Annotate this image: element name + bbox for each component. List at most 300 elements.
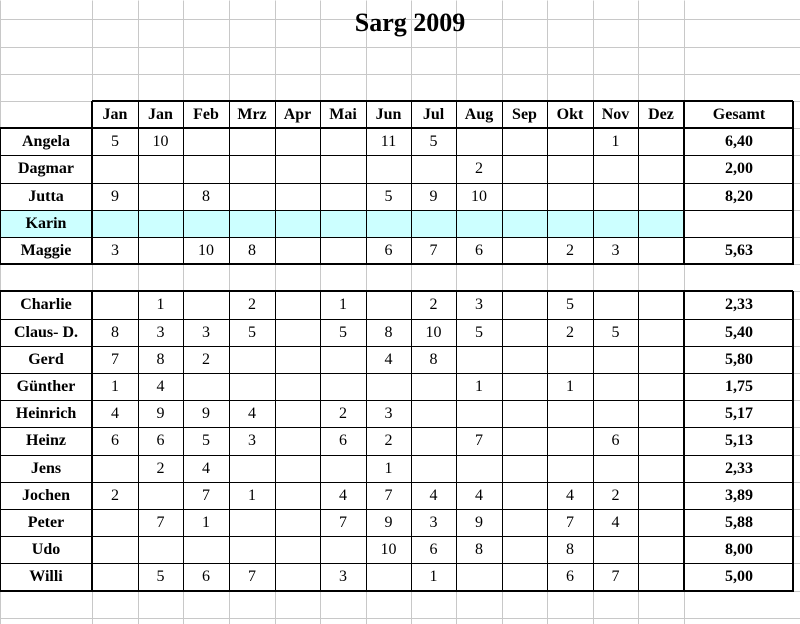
table-border	[792, 101, 794, 265]
table-border	[229, 291, 230, 591]
score-cell[interactable]	[183, 210, 229, 237]
table-border	[593, 101, 594, 264]
score-cell[interactable]: 4	[248, 404, 256, 422]
score-cell[interactable]	[502, 400, 547, 427]
row-name[interactable]: Jochen	[22, 486, 70, 504]
table-border	[183, 101, 184, 264]
table-border	[0, 482, 793, 483]
score-cell[interactable]	[92, 509, 138, 536]
score-cell[interactable]	[138, 536, 183, 563]
score-cell[interactable]	[183, 536, 229, 563]
score-cell[interactable]: 3	[248, 432, 256, 449]
score-cell[interactable]: 7	[429, 241, 438, 259]
table-border	[0, 290, 793, 292]
table-border	[0, 400, 793, 401]
score-cell[interactable]: 1	[429, 568, 438, 585]
table-border	[320, 101, 321, 264]
score-cell[interactable]	[593, 373, 638, 400]
total-cell[interactable]: 5,40	[725, 323, 753, 341]
row-name[interactable]: Claus- D.	[13, 323, 78, 341]
score-cell[interactable]: 3	[384, 404, 393, 422]
score-cell[interactable]: 9	[384, 513, 393, 531]
score-cell[interactable]	[638, 373, 684, 400]
score-cell[interactable]	[411, 400, 456, 427]
score-cell[interactable]	[366, 563, 411, 591]
score-cell[interactable]	[547, 210, 593, 237]
sheet-title: Sarg 2009	[354, 8, 466, 37]
table-border	[0, 509, 793, 510]
score-cell[interactable]	[456, 563, 502, 591]
table-border	[683, 101, 685, 264]
total-cell[interactable]: 5,00	[725, 568, 753, 585]
column-header[interactable]: Jul	[422, 105, 445, 123]
table-border	[547, 291, 548, 591]
score-cell[interactable]	[456, 455, 502, 482]
score-cell[interactable]: 2	[611, 486, 620, 504]
score-cell[interactable]	[183, 128, 229, 155]
score-cell[interactable]	[502, 319, 547, 346]
row-name[interactable]: Karin	[25, 214, 67, 232]
score-cell[interactable]	[275, 427, 320, 455]
score-cell[interactable]	[638, 210, 684, 237]
row-name[interactable]: Charlie	[20, 296, 72, 313]
column-header[interactable]: Apr	[283, 105, 312, 123]
score-cell[interactable]	[275, 155, 320, 183]
score-cell[interactable]: 1	[475, 377, 483, 395]
score-cell[interactable]	[366, 210, 411, 237]
table-border	[0, 183, 793, 184]
score-cell[interactable]: 9	[475, 513, 483, 531]
total-cell[interactable]: 5,17	[725, 404, 753, 422]
total-cell[interactable]: 6,40	[725, 132, 753, 150]
score-cell[interactable]: 10	[425, 323, 442, 341]
score-cell[interactable]: 1	[611, 132, 620, 150]
score-cell[interactable]	[456, 400, 502, 427]
score-cell[interactable]: 6	[384, 241, 393, 259]
score-cell[interactable]	[593, 183, 638, 210]
column-header[interactable]: Dez	[648, 105, 674, 123]
table-border	[0, 210, 793, 211]
column-header[interactable]: Aug	[464, 105, 494, 123]
score-cell[interactable]: 2	[384, 432, 393, 449]
row-name[interactable]: Maggie	[20, 241, 72, 259]
score-cell[interactable]	[638, 237, 684, 264]
total-cell[interactable]: 3,89	[725, 486, 753, 504]
column-header[interactable]: Jan	[102, 105, 128, 123]
score-cell[interactable]: 1	[566, 377, 574, 395]
total-cell[interactable]: 5,80	[725, 350, 753, 368]
score-cell[interactable]	[229, 455, 275, 482]
score-cell[interactable]: 2	[566, 241, 574, 259]
score-cell[interactable]: 5	[429, 132, 438, 150]
column-header[interactable]: Nov	[601, 105, 630, 123]
column-header[interactable]: Okt	[556, 105, 584, 123]
table-border	[320, 291, 321, 591]
score-cell[interactable]	[275, 400, 320, 427]
score-cell[interactable]	[502, 155, 547, 183]
table-border	[547, 101, 548, 264]
score-cell[interactable]	[92, 291, 138, 319]
total-cell[interactable]: 5,88	[725, 513, 753, 531]
score-cell[interactable]	[638, 400, 684, 427]
score-cell[interactable]: 5	[111, 132, 119, 150]
row-name[interactable]: Udo	[31, 540, 61, 558]
score-cell[interactable]	[502, 210, 547, 237]
score-cell[interactable]: 5	[248, 323, 256, 341]
column-header[interactable]: Jan	[148, 105, 173, 123]
score-cell[interactable]	[138, 183, 183, 210]
score-cell[interactable]: 9	[429, 187, 438, 205]
score-cell[interactable]: 1	[384, 459, 393, 477]
row-name[interactable]: Peter	[27, 513, 65, 531]
score-cell[interactable]	[366, 373, 411, 400]
table-border	[275, 101, 276, 264]
score-cell[interactable]	[593, 536, 638, 563]
total-column-header[interactable]: Gesamt	[712, 105, 766, 123]
score-cell[interactable]	[502, 291, 547, 319]
score-cell[interactable]: 2	[248, 296, 256, 313]
score-cell[interactable]: 8	[566, 540, 574, 558]
score-cell[interactable]: 6	[566, 568, 574, 585]
score-cell[interactable]	[229, 373, 275, 400]
total-cell[interactable]	[684, 210, 794, 237]
column-header[interactable]: Feb	[193, 105, 219, 123]
column-header[interactable]: Mrz	[237, 105, 267, 123]
score-cell[interactable]: 6	[429, 540, 438, 558]
score-cell[interactable]	[547, 427, 593, 455]
score-cell[interactable]: 10	[380, 540, 397, 558]
score-cell[interactable]	[229, 183, 275, 210]
score-cell[interactable]	[275, 183, 320, 210]
score-cell[interactable]: 6	[202, 568, 210, 585]
score-cell[interactable]: 8	[202, 187, 210, 205]
score-cell[interactable]: 2	[202, 350, 210, 368]
score-cell[interactable]	[502, 455, 547, 482]
score-cell[interactable]: 1	[248, 486, 256, 504]
score-cell[interactable]: 4	[156, 377, 165, 395]
score-cell[interactable]: 4	[384, 350, 393, 368]
score-cell[interactable]	[411, 210, 456, 237]
score-cell[interactable]	[638, 427, 684, 455]
score-cell[interactable]: 2	[429, 296, 438, 313]
table-border	[792, 291, 794, 592]
score-cell[interactable]	[638, 128, 684, 155]
score-cell[interactable]: 5	[611, 323, 620, 341]
score-cell[interactable]: 5	[339, 323, 347, 341]
table-border	[0, 128, 1, 264]
score-cell[interactable]	[502, 128, 547, 155]
score-cell[interactable]: 7	[339, 513, 347, 531]
score-cell[interactable]: 2	[566, 323, 574, 341]
score-cell[interactable]	[138, 210, 183, 237]
table-border	[229, 101, 230, 264]
score-cell[interactable]: 3	[202, 323, 210, 341]
table-border	[91, 101, 93, 264]
total-cell[interactable]: 5,13	[725, 432, 753, 449]
score-cell[interactable]	[638, 183, 684, 210]
score-cell[interactable]	[229, 346, 275, 373]
score-cell[interactable]: 8	[429, 350, 438, 368]
score-cell[interactable]	[92, 563, 138, 591]
table-border	[91, 291, 93, 591]
table-border	[411, 101, 412, 264]
score-cell[interactable]: 7	[111, 350, 119, 368]
score-cell[interactable]	[593, 155, 638, 183]
score-cell[interactable]	[593, 210, 638, 237]
total-cell[interactable]: 2,33	[725, 296, 753, 313]
column-header[interactable]: Jun	[375, 105, 402, 123]
score-cell[interactable]: 10	[198, 241, 214, 259]
table-border	[366, 101, 367, 264]
score-cell[interactable]	[502, 427, 547, 455]
score-cell[interactable]	[547, 400, 593, 427]
score-cell[interactable]	[547, 346, 593, 373]
score-cell[interactable]: 5	[156, 568, 165, 585]
score-cell[interactable]	[275, 536, 320, 563]
score-cell[interactable]	[183, 291, 229, 319]
score-cell[interactable]	[638, 482, 684, 509]
score-cell[interactable]: 8	[475, 540, 483, 558]
score-cell[interactable]	[275, 373, 320, 400]
score-cell[interactable]: 7	[156, 513, 165, 531]
score-cell[interactable]	[275, 128, 320, 155]
score-cell[interactable]	[320, 237, 366, 264]
score-cell[interactable]: 2	[339, 404, 347, 422]
table-border	[456, 101, 457, 264]
score-cell[interactable]: 9	[202, 404, 210, 422]
row-name[interactable]: Dagmar	[18, 160, 74, 177]
table-border	[0, 536, 793, 537]
score-cell[interactable]: 6	[611, 432, 620, 449]
score-cell[interactable]	[593, 291, 638, 319]
score-cell[interactable]	[593, 400, 638, 427]
table-border	[92, 100, 793, 102]
table-border	[0, 263, 793, 265]
table-border	[0, 590, 793, 592]
row-name[interactable]: Günther	[16, 377, 76, 395]
score-cell[interactable]	[275, 291, 320, 319]
score-cell[interactable]	[411, 373, 456, 400]
score-cell[interactable]	[320, 128, 366, 155]
score-cell[interactable]: 3	[611, 241, 620, 259]
score-cell[interactable]: 4	[339, 486, 347, 504]
score-cell[interactable]	[320, 183, 366, 210]
score-cell[interactable]: 7	[248, 568, 256, 585]
score-cell[interactable]	[502, 482, 547, 509]
score-cell[interactable]	[411, 155, 456, 183]
score-cell[interactable]	[138, 155, 183, 183]
score-cell[interactable]	[229, 210, 275, 237]
row-name[interactable]: Jutta	[28, 187, 64, 205]
score-cell[interactable]	[275, 319, 320, 346]
score-cell[interactable]: 3	[339, 568, 347, 585]
score-cell[interactable]	[547, 128, 593, 155]
score-cell[interactable]: 3	[429, 513, 438, 531]
table-border	[138, 101, 139, 264]
score-cell[interactable]: 5	[384, 187, 393, 205]
score-cell[interactable]	[502, 373, 547, 400]
score-cell[interactable]: 5	[566, 296, 574, 313]
score-cell[interactable]	[229, 128, 275, 155]
table-border	[638, 101, 639, 264]
score-cell[interactable]: 2	[156, 459, 165, 477]
table-border	[183, 291, 184, 591]
score-cell[interactable]: 7	[384, 486, 393, 504]
table-border	[275, 291, 276, 591]
table-border	[0, 346, 793, 347]
row-name[interactable]: Willi	[29, 568, 63, 585]
score-cell[interactable]: 8	[248, 241, 256, 259]
row-name[interactable]: Heinrich	[15, 404, 77, 422]
score-cell[interactable]	[229, 509, 275, 536]
score-cell[interactable]	[275, 482, 320, 509]
score-cell[interactable]	[275, 210, 320, 237]
score-cell[interactable]: 7	[611, 568, 620, 585]
score-cell[interactable]	[638, 536, 684, 563]
score-cell[interactable]	[593, 455, 638, 482]
score-cell[interactable]: 2	[111, 486, 119, 504]
table-border	[456, 291, 457, 591]
score-cell[interactable]	[547, 455, 593, 482]
score-cell[interactable]	[502, 346, 547, 373]
score-cell[interactable]: 1	[156, 296, 165, 313]
score-cell[interactable]: 2	[475, 160, 483, 177]
score-cell[interactable]	[547, 155, 593, 183]
row-name[interactable]: Jens	[30, 459, 62, 477]
score-cell[interactable]: 3	[111, 241, 119, 259]
table-border	[502, 101, 503, 264]
row-name[interactable]: Gerd	[28, 350, 64, 368]
score-cell[interactable]	[320, 373, 366, 400]
score-cell[interactable]: 7	[566, 513, 574, 531]
score-cell[interactable]: 10	[471, 187, 487, 205]
score-cell[interactable]: 7	[475, 432, 483, 449]
score-cell[interactable]	[502, 536, 547, 563]
score-cell[interactable]	[320, 455, 366, 482]
score-cell[interactable]: 6	[111, 432, 119, 449]
score-cell[interactable]: 8	[156, 350, 165, 368]
score-cell[interactable]	[411, 427, 456, 455]
score-cell[interactable]	[502, 237, 547, 264]
score-cell[interactable]	[366, 291, 411, 319]
score-cell[interactable]	[593, 346, 638, 373]
row-name[interactable]: Heinz	[26, 432, 66, 449]
score-cell[interactable]	[320, 346, 366, 373]
score-cell[interactable]	[638, 563, 684, 591]
score-cell[interactable]	[638, 155, 684, 183]
table-border	[0, 455, 793, 456]
score-cell[interactable]: 4	[429, 486, 438, 504]
score-cell[interactable]: 4	[202, 459, 210, 477]
total-cell[interactable]: 5,63	[725, 241, 753, 259]
score-cell[interactable]: 5	[202, 432, 210, 449]
score-cell[interactable]: 1	[202, 513, 210, 531]
row-name[interactable]: Angela	[22, 132, 70, 150]
score-cell[interactable]	[183, 155, 229, 183]
score-cell[interactable]	[275, 563, 320, 591]
score-cell[interactable]	[502, 563, 547, 591]
score-cell[interactable]	[638, 291, 684, 319]
total-cell[interactable]: 1,75	[725, 377, 753, 395]
score-cell[interactable]: 1	[111, 377, 119, 395]
score-cell[interactable]: 11	[380, 132, 397, 150]
total-cell[interactable]: 2,00	[725, 160, 753, 177]
score-cell[interactable]: 3	[475, 296, 483, 313]
score-cell[interactable]	[320, 536, 366, 563]
score-cell[interactable]: 4	[611, 513, 620, 531]
score-cell[interactable]: 6	[156, 432, 165, 449]
score-cell[interactable]: 9	[156, 404, 165, 422]
score-cell[interactable]: 4	[475, 486, 483, 504]
score-cell[interactable]	[638, 509, 684, 536]
table-border	[411, 291, 412, 591]
score-cell[interactable]	[275, 237, 320, 264]
score-cell[interactable]: 4	[566, 486, 574, 504]
score-cell[interactable]	[275, 346, 320, 373]
score-cell[interactable]	[366, 155, 411, 183]
score-cell[interactable]	[138, 482, 183, 509]
score-cell[interactable]	[92, 155, 138, 183]
score-cell[interactable]: 6	[339, 432, 347, 449]
column-header[interactable]: Mai	[329, 105, 357, 123]
score-cell[interactable]: 6	[475, 241, 483, 259]
table-border	[0, 319, 793, 320]
score-cell[interactable]: 8	[111, 323, 119, 341]
score-cell[interactable]	[92, 536, 138, 563]
column-header[interactable]: Sep	[512, 105, 537, 123]
score-cell[interactable]: 8	[384, 323, 393, 341]
score-cell[interactable]	[547, 183, 593, 210]
score-cell[interactable]	[456, 210, 502, 237]
score-cell[interactable]	[229, 155, 275, 183]
score-cell[interactable]	[275, 509, 320, 536]
score-cell[interactable]	[320, 155, 366, 183]
table-border	[502, 291, 503, 591]
total-cell[interactable]: 8,00	[725, 540, 753, 558]
total-cell[interactable]: 2,33	[725, 459, 753, 477]
score-cell[interactable]	[456, 128, 502, 155]
score-cell[interactable]	[638, 346, 684, 373]
score-cell[interactable]	[502, 183, 547, 210]
score-cell[interactable]	[138, 237, 183, 264]
score-cell[interactable]	[229, 536, 275, 563]
score-cell[interactable]	[638, 455, 684, 482]
table-border	[638, 291, 639, 591]
score-cell[interactable]	[638, 319, 684, 346]
table-border	[593, 291, 594, 591]
score-cell[interactable]	[320, 210, 366, 237]
score-cell[interactable]	[183, 373, 229, 400]
score-cell[interactable]: 4	[111, 404, 119, 422]
table-border	[0, 291, 1, 591]
table-border	[0, 127, 793, 129]
table-border	[0, 427, 793, 428]
score-cell[interactable]	[411, 455, 456, 482]
score-cell[interactable]: 7	[202, 486, 210, 504]
score-cell[interactable]	[502, 509, 547, 536]
score-cell[interactable]	[92, 455, 138, 482]
total-cell[interactable]: 8,20	[725, 187, 753, 205]
score-cell[interactable]	[456, 346, 502, 373]
score-cell[interactable]: 1	[339, 296, 347, 313]
table-border	[0, 237, 793, 238]
score-cell[interactable]: 9	[111, 187, 119, 205]
score-cell[interactable]: 3	[156, 323, 165, 341]
score-cell[interactable]: 5	[475, 323, 483, 341]
score-cell[interactable]: 10	[152, 132, 169, 150]
score-cell[interactable]	[92, 210, 138, 237]
score-cell[interactable]	[275, 455, 320, 482]
